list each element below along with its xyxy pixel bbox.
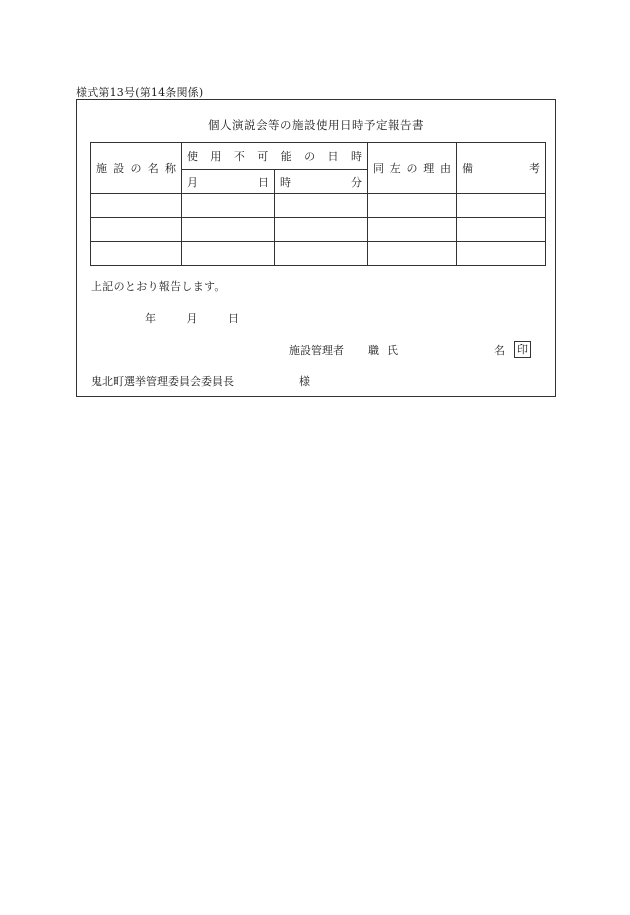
cell-reason[interactable] — [368, 218, 457, 242]
header-remarks: 備 考 — [457, 143, 546, 194]
form-code: 様式第13号(第14条関係) — [76, 86, 204, 99]
cell-remarks[interactable] — [457, 218, 546, 242]
seal-stamp: 印 — [514, 341, 531, 358]
cell-month-day[interactable] — [182, 218, 275, 242]
cell-facility-name[interactable] — [91, 194, 182, 218]
cell-remarks[interactable] — [457, 242, 546, 266]
header-facility-name: 施 設 の 名 称 — [91, 143, 182, 194]
manager-label: 施設管理者 — [289, 344, 344, 357]
date-line — [145, 310, 239, 326]
table-row — [91, 242, 546, 266]
report-statement: 上記のとおり報告します。 — [91, 280, 226, 293]
report-form-frame — [76, 99, 556, 397]
header-month-day: 月 日 — [182, 170, 275, 194]
cell-facility-name[interactable] — [91, 218, 182, 242]
cell-remarks[interactable] — [457, 194, 546, 218]
cell-reason[interactable] — [368, 242, 457, 266]
cell-hour-minute[interactable] — [275, 242, 368, 266]
manager-surname: 氏 — [387, 344, 398, 357]
schedule-table — [90, 142, 546, 266]
manager-position: 職 — [368, 344, 379, 357]
cell-month-day[interactable] — [182, 194, 275, 218]
cell-reason[interactable] — [368, 194, 457, 218]
header-hour-minute: 時 分 — [275, 170, 368, 194]
addressee-honorific: 様 — [299, 375, 310, 388]
cell-facility-name[interactable] — [91, 242, 182, 266]
addressee-recipient: 鬼北町選挙管理委員会委員長 — [91, 375, 234, 388]
cell-month-day[interactable] — [182, 242, 275, 266]
form-title: 個人演説会等の施設使用日時予定報告書 — [208, 118, 424, 132]
manager-name: 名 — [494, 344, 505, 357]
date-year: 年 — [145, 312, 156, 325]
cell-hour-minute[interactable] — [275, 218, 368, 242]
date-month: 月 — [186, 312, 198, 325]
table-row — [91, 194, 546, 218]
date-day: 日 — [228, 312, 239, 325]
table-row — [91, 218, 546, 242]
header-reason: 同 左 の 理 由 — [368, 143, 457, 194]
header-unusable-datetime: 使 用 不 可 能 の 日 時 — [182, 143, 368, 170]
cell-hour-minute[interactable] — [275, 194, 368, 218]
